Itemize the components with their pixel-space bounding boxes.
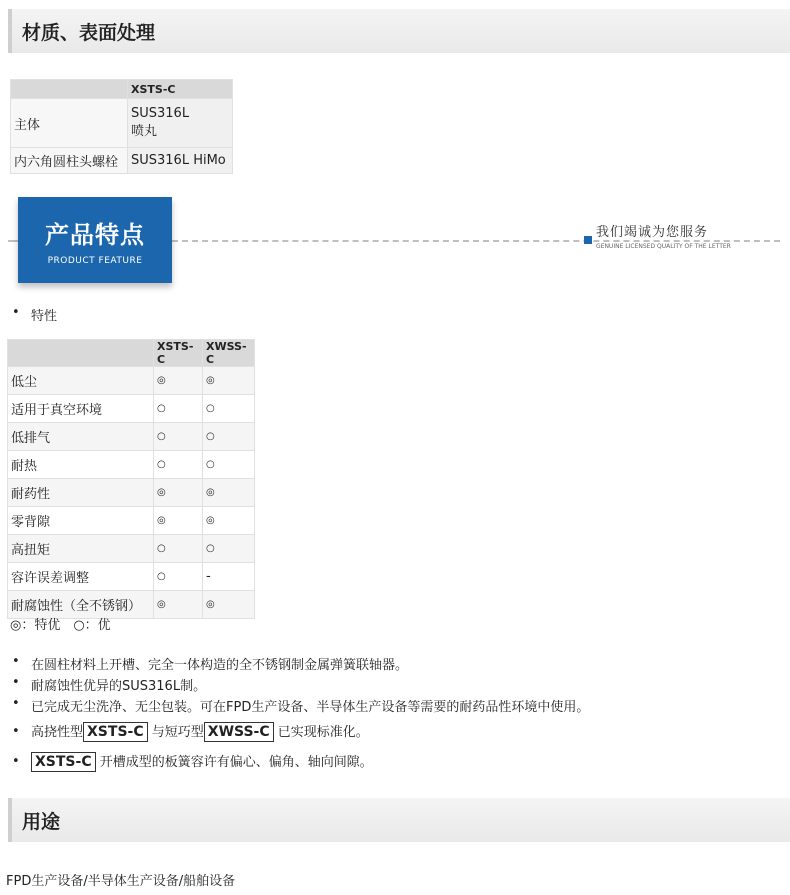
table-cell-rating: ◎ bbox=[154, 479, 203, 507]
table-cell-label: 适用于真空环境 bbox=[8, 395, 154, 423]
table-cell-rating: ○ bbox=[154, 423, 203, 451]
table-header-row bbox=[8, 340, 255, 367]
table-cell-label: 主体 bbox=[11, 99, 128, 148]
list-item: • 特性 bbox=[12, 305, 57, 324]
slogan-marker-icon bbox=[584, 236, 592, 244]
material-table bbox=[10, 79, 233, 174]
table-cell-label: 耐腐蚀性（全不锈钢） bbox=[8, 591, 154, 619]
table-row bbox=[8, 507, 255, 535]
table-header-cell bbox=[8, 340, 154, 367]
table-cell-rating: ○ bbox=[203, 535, 255, 563]
model-tag-xsts: XSTS-C bbox=[31, 752, 96, 772]
divider-line-left bbox=[8, 240, 18, 242]
divider-line-right bbox=[172, 240, 780, 242]
table-header-cell bbox=[11, 80, 128, 99]
table-row bbox=[8, 563, 255, 591]
table-cell-label: 容许误差调整 bbox=[8, 563, 154, 591]
section-title: 用途 bbox=[22, 810, 61, 833]
table-row bbox=[8, 423, 255, 451]
table-cell-label: 耐药性 bbox=[8, 479, 154, 507]
table-cell-rating: ○ bbox=[154, 563, 203, 591]
usage-text: FPD生产设备/半导体生产设备/船舶设备 bbox=[6, 874, 236, 889]
section-title: 材质、表面处理 bbox=[22, 21, 156, 44]
table-cell-rating: ◎ bbox=[154, 591, 203, 619]
list-item: • 在圆柱材料上开槽、完全一体构造的全不锈钢制金属弹簧联轴器。 bbox=[12, 654, 589, 675]
table-cell-rating: ◎ bbox=[203, 479, 255, 507]
table-cell-label: 耐热 bbox=[8, 451, 154, 479]
table-cell-rating: - bbox=[203, 563, 255, 591]
table-cell-rating: ○ bbox=[203, 395, 255, 423]
table-header-cell: XSTS-C bbox=[128, 80, 233, 99]
value-line: 喷丸 bbox=[131, 124, 158, 139]
point-text: 高挠性型 bbox=[31, 725, 84, 740]
banner-title: 产品特点 bbox=[45, 221, 145, 249]
model-tag-xsts: XSTS-C bbox=[83, 722, 148, 742]
table-row bbox=[8, 395, 255, 423]
table-row bbox=[8, 479, 255, 507]
slogan-cn: 我们竭诚为您服务 bbox=[596, 221, 712, 240]
rating-legend: ◎：特优 ○：优 bbox=[10, 618, 111, 633]
table-cell-label: 零背隙 bbox=[8, 507, 154, 535]
table-row bbox=[11, 148, 233, 174]
table-row bbox=[8, 535, 255, 563]
table-cell-rating: ◎ bbox=[154, 367, 203, 395]
point-text: 已实现标准化。 bbox=[277, 725, 369, 740]
table-cell-label: 高扭矩 bbox=[8, 535, 154, 563]
point-text: 与短巧型 bbox=[151, 725, 204, 740]
table-row bbox=[8, 367, 255, 395]
table-cell-rating: ◎ bbox=[154, 507, 203, 535]
feature-bullet bbox=[12, 305, 57, 324]
list-item: • 已完成无尘洗净、无尘包装。可在FPD生产设备、半导体生产设备等需要的耐药品性环境中使用。 bbox=[12, 696, 589, 717]
table-header-cell: XWSS-C bbox=[203, 340, 255, 367]
table-cell-label: 内六角圆柱头螺栓 bbox=[11, 148, 128, 174]
table-cell-value: SUS316L HiMo bbox=[128, 148, 233, 174]
list-item: • 耐腐蚀性优异的SUS316L制。 bbox=[12, 675, 589, 696]
slogan-en: GENUINE LICENSED QUALITY OF THE LETTER bbox=[596, 243, 731, 250]
table-row bbox=[8, 451, 255, 479]
table-cell-rating: ○ bbox=[154, 395, 203, 423]
table-row bbox=[11, 99, 233, 148]
product-feature-banner bbox=[18, 197, 172, 283]
table-cell-label: 低排气 bbox=[8, 423, 154, 451]
table-cell-rating: ◎ bbox=[203, 591, 255, 619]
model-tag-xwss: XWSS-C bbox=[204, 722, 274, 742]
table-header-row bbox=[11, 80, 233, 99]
table-cell-rating: ○ bbox=[203, 423, 255, 451]
list-item bbox=[12, 717, 589, 747]
table-header-cell: XSTS-C bbox=[154, 340, 203, 367]
section-header-material bbox=[8, 9, 790, 53]
feature-table bbox=[7, 339, 255, 619]
point-text: 开槽成型的板簧容许有偏心、偏角、轴向间隙。 bbox=[99, 755, 373, 770]
table-cell-rating: ◎ bbox=[203, 367, 255, 395]
table-cell-rating: ◎ bbox=[203, 507, 255, 535]
banner-subtitle: PRODUCT FEATURE bbox=[47, 256, 143, 266]
table-cell-rating: ○ bbox=[203, 451, 255, 479]
table-cell-rating: ○ bbox=[154, 535, 203, 563]
list-item bbox=[12, 747, 589, 777]
section-header-usage bbox=[8, 798, 790, 842]
table-cell-rating: ○ bbox=[154, 451, 203, 479]
feature-points bbox=[12, 654, 589, 777]
table-cell-value bbox=[128, 99, 233, 148]
value-line: SUS316L bbox=[131, 106, 190, 121]
table-cell-label: 低尘 bbox=[8, 367, 154, 395]
